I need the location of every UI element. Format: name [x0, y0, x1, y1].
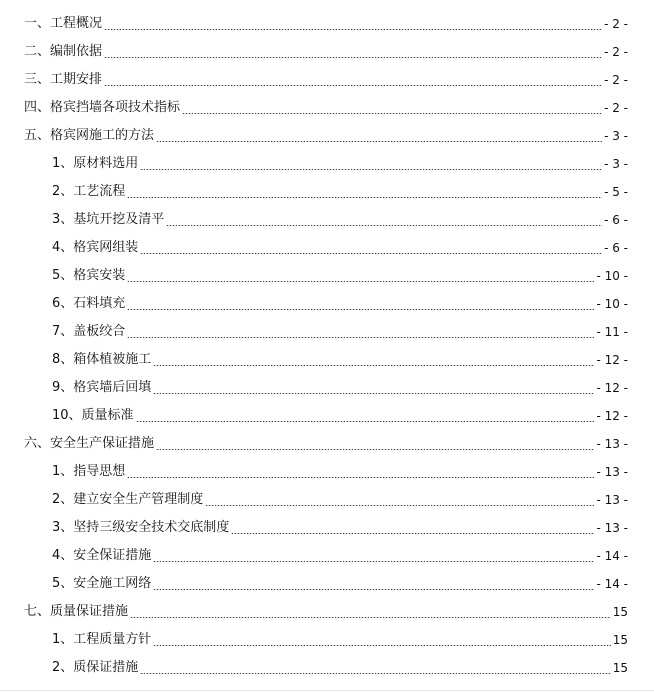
dot-leader: [182, 113, 602, 114]
toc-entry-label: 2、工艺流程: [52, 184, 126, 199]
dot-leader: [127, 309, 594, 310]
toc-entry-label: 6、石料填充: [52, 296, 126, 311]
toc-entry-label: 2、质保证措施: [52, 660, 139, 675]
dot-leader: [140, 169, 602, 170]
dot-leader: [127, 477, 594, 478]
toc-entry[interactable]: [0, 542, 654, 570]
toc-entry[interactable]: [0, 346, 654, 374]
toc-entry-page: - 14 -: [596, 549, 628, 563]
toc-entry-label: 4、安全保证措施: [52, 548, 152, 563]
toc-entry-page: - 10 -: [596, 297, 628, 311]
toc-entry[interactable]: [0, 318, 654, 346]
toc-entry-page: - 11 -: [596, 325, 628, 339]
toc-entry-label: 三、工期安排: [24, 72, 103, 87]
toc-entry[interactable]: [0, 206, 654, 234]
toc-entry[interactable]: [0, 374, 654, 402]
table-of-contents: [0, 10, 654, 682]
dot-leader: [130, 617, 611, 618]
toc-entry-page: - 6 -: [604, 213, 628, 227]
toc-entry-label: 2、建立安全生产管理制度: [52, 492, 204, 507]
toc-entry[interactable]: [0, 178, 654, 206]
dot-leader: [104, 57, 602, 58]
toc-entry-label: 4、格宾网组装: [52, 240, 139, 255]
dot-leader: [153, 365, 594, 366]
toc-entry[interactable]: [0, 486, 654, 514]
toc-entry-page: - 14 -: [596, 577, 628, 591]
dot-leader: [153, 393, 594, 394]
dot-leader: [231, 533, 594, 534]
dot-leader: [127, 281, 594, 282]
dot-leader: [136, 421, 595, 422]
dot-leader: [127, 197, 602, 198]
toc-entry-label: 3、基坑开挖及清平: [52, 212, 165, 227]
toc-entry-label: 七、质量保证措施: [24, 604, 129, 619]
toc-entry-label: 8、箱体植被施工: [52, 352, 152, 367]
toc-entry[interactable]: [0, 626, 654, 654]
toc-entry[interactable]: [0, 66, 654, 94]
toc-entry-page: 15: [612, 633, 628, 647]
toc-entry-label: 1、指导思想: [52, 464, 126, 479]
dot-leader: [127, 337, 594, 338]
toc-entry[interactable]: [0, 430, 654, 458]
toc-entry-page: - 12 -: [596, 409, 628, 423]
toc-entry-label: 五、格宾网施工的方法: [24, 128, 155, 143]
dot-leader: [153, 645, 610, 646]
toc-entry[interactable]: [0, 514, 654, 542]
dot-leader: [166, 225, 602, 226]
toc-entry-label: 1、工程质量方针: [52, 632, 152, 647]
toc-entry[interactable]: [0, 290, 654, 318]
toc-entry[interactable]: [0, 122, 654, 150]
toc-entry-page: - 13 -: [596, 521, 628, 535]
dot-leader: [104, 29, 602, 30]
page-bottom-edge: [0, 690, 654, 691]
toc-entry-page: - 3 -: [604, 129, 628, 143]
toc-entry[interactable]: [0, 570, 654, 598]
dot-leader: [156, 449, 594, 450]
toc-entry[interactable]: [0, 150, 654, 178]
toc-entry-label: 一、工程概况: [24, 16, 103, 31]
toc-entry-label: 3、坚持三级安全技术交底制度: [52, 520, 230, 535]
toc-entry-page: - 10 -: [596, 269, 628, 283]
toc-entry-page: - 3 -: [604, 157, 628, 171]
toc-entry-page: - 2 -: [604, 17, 628, 31]
toc-entry-label: 9、格宾墙后回填: [52, 380, 152, 395]
toc-entry[interactable]: [0, 654, 654, 682]
toc-entry-label: 二、编制依据: [24, 44, 103, 59]
toc-entry-page: - 2 -: [604, 101, 628, 115]
toc-entry-page: - 12 -: [596, 381, 628, 395]
toc-entry-page: - 13 -: [596, 493, 628, 507]
toc-entry[interactable]: [0, 598, 654, 626]
toc-entry-page: - 6 -: [604, 241, 628, 255]
toc-entry-page: - 13 -: [596, 437, 628, 451]
toc-entry-page: 15: [612, 605, 628, 619]
toc-entry-page: 15: [612, 661, 628, 675]
toc-entry[interactable]: [0, 234, 654, 262]
dot-leader: [156, 141, 602, 142]
dot-leader: [104, 85, 602, 86]
toc-entry-page: - 12 -: [596, 353, 628, 367]
toc-entry[interactable]: [0, 402, 654, 430]
toc-entry-label: 四、格宾挡墙各项技术指标: [24, 100, 181, 115]
toc-entry-label: 5、安全施工网络: [52, 576, 152, 591]
toc-entry-label: 7、盖板绞合: [52, 324, 126, 339]
toc-entry-page: - 2 -: [604, 45, 628, 59]
toc-entry-page: - 13 -: [596, 465, 628, 479]
toc-entry-label: 5、格宾安装: [52, 268, 126, 283]
dot-leader: [140, 253, 602, 254]
toc-entry[interactable]: [0, 94, 654, 122]
toc-entry-label: 10、质量标准: [52, 408, 134, 423]
toc-entry[interactable]: [0, 262, 654, 290]
toc-entry[interactable]: [0, 10, 654, 38]
toc-entry-page: - 2 -: [604, 73, 628, 87]
toc-entry-label: 六、安全生产保证措施: [24, 436, 155, 451]
dot-leader: [140, 673, 610, 674]
dot-leader: [153, 589, 594, 590]
toc-entry[interactable]: [0, 38, 654, 66]
toc-entry[interactable]: [0, 458, 654, 486]
toc-entry-page: - 5 -: [604, 185, 628, 199]
dot-leader: [153, 561, 594, 562]
dot-leader: [205, 505, 594, 506]
toc-entry-label: 1、原材料选用: [52, 156, 139, 171]
